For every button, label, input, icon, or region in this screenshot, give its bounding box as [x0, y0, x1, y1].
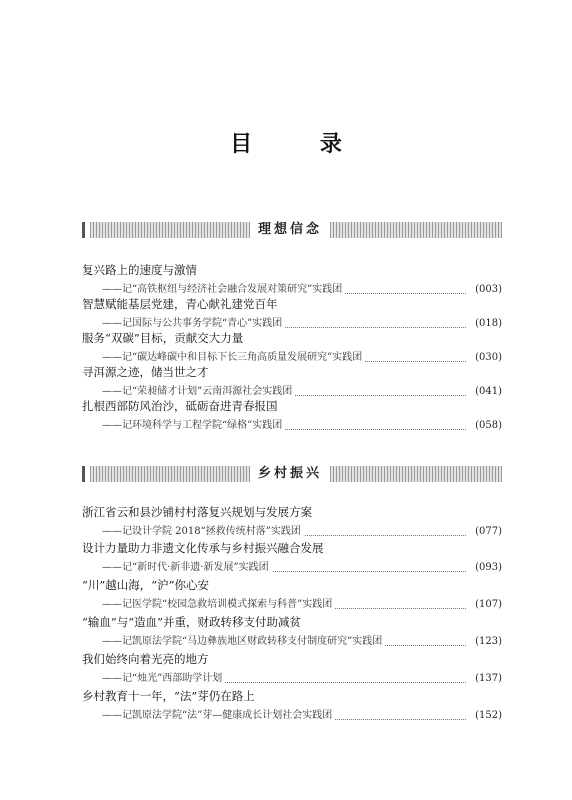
page-number[interactable]: (123)	[473, 632, 502, 652]
entry-subtitle-row	[82, 416, 502, 436]
page-number[interactable]: (018)	[473, 314, 502, 334]
page-number[interactable]: (152)	[473, 706, 502, 726]
entry-title[interactable]: 寻洱源之迹，储当世之才	[82, 365, 209, 379]
toc-entry[interactable]	[82, 538, 502, 578]
entry-subtitle: ——记“碳达峰碳中和目标下长三角高质量发展研究”实践团	[102, 352, 365, 363]
page-number[interactable]: (077)	[473, 522, 502, 542]
entry-subtitle: ——记“荣昶储才计划”云南洱源社会实践团	[102, 386, 295, 397]
entry-subtitle: ——记“新时代·新非遗·新发展”实践团	[102, 562, 272, 573]
toc-entry[interactable]	[82, 396, 502, 436]
entry-title[interactable]: 智慧赋能基层党建，青心献礼建党百年	[82, 297, 278, 311]
page-number[interactable]: (107)	[473, 595, 502, 615]
section-label: 理想信念	[250, 218, 330, 242]
section-label: 乡村振兴	[250, 462, 330, 486]
entry-subtitle: ——记环境科学与工程学院“绿格”实践团	[102, 420, 285, 431]
entry-subtitle: ——记设计学院 2018“拯救传统村落”实践团	[102, 526, 304, 537]
section-bar-left	[82, 222, 85, 238]
section-header-ideals	[82, 218, 502, 242]
section-bar-left	[82, 466, 85, 482]
toc-entry[interactable]	[82, 502, 502, 542]
entry-subtitle-row	[82, 706, 502, 726]
entry-title[interactable]: 设计力量助力非遗文化传承与乡村振兴融合发展	[82, 541, 324, 555]
entry-title[interactable]: “川”越山海，“沪”你心安	[82, 578, 210, 592]
entry-subtitle: ——记“高铁枢纽与经济社会融合发展对策研究”实践团	[102, 284, 345, 295]
page-title: 目 录	[230, 131, 372, 157]
entry-subtitle: ——记凯原法学院“马边彝族地区财政转移支付制度研究”实践团	[102, 636, 385, 647]
toc-entry[interactable]	[82, 612, 502, 652]
entry-subtitle: ——记国际与公共事务学院“青心”实践团	[102, 318, 285, 329]
page-number[interactable]: (030)	[473, 348, 502, 368]
page-number[interactable]: (003)	[473, 280, 502, 300]
entry-subtitle: ——记“烛光”西部助学计划	[102, 673, 225, 684]
entry-title[interactable]: 服务“双碳”目标，贡献交大力量	[82, 331, 244, 345]
entry-title[interactable]: 扎根西部防风治沙，砥砺奋进青春报国	[82, 399, 278, 413]
entry-title[interactable]: “输血”与“造血”并重，财政转移支付助减贫	[82, 615, 302, 629]
toc-entry[interactable]	[82, 649, 502, 689]
page-number[interactable]: (058)	[473, 416, 502, 436]
toc-entry[interactable]	[82, 686, 502, 726]
entry-title[interactable]: 乡村教育十一年，“法”芽仍在路上	[82, 689, 255, 703]
entry-title[interactable]: 复兴路上的速度与激情	[82, 263, 197, 277]
entry-subtitle: ——记医学院“校园急救培训模式探索与科普”实践团	[102, 599, 335, 610]
entry-subtitle: ——记凯原法学院“法”芽—健康成长计划社会实践团	[102, 710, 335, 721]
section-header-rural	[82, 462, 502, 486]
toc-entry[interactable]	[82, 575, 502, 615]
entry-title[interactable]: 浙江省云和县沙铺村村落复兴规划与发展方案	[82, 505, 312, 519]
entry-title[interactable]: 我们始终向着光亮的地方	[82, 652, 209, 666]
page-number[interactable]: (041)	[473, 382, 502, 402]
page-number[interactable]: (093)	[473, 558, 502, 578]
page-number[interactable]: (137)	[473, 669, 502, 689]
